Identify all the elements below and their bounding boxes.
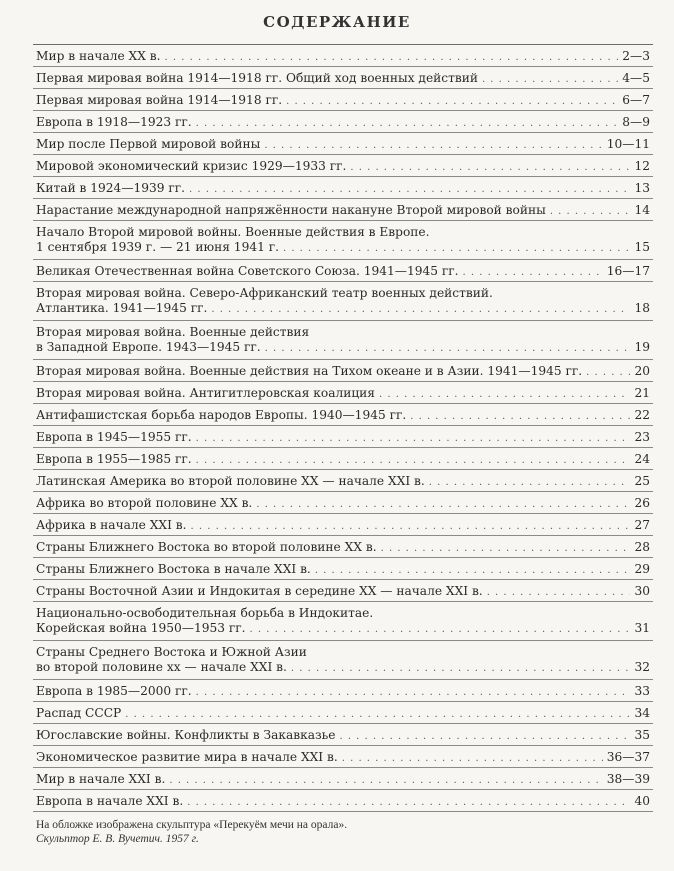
dot-leader [196,115,619,131]
toc-entry [33,602,653,641]
toc-entry-title: Вторая мировая война. Военные действия на Тихом океане и в Азии. 1941—1945 гг. [36,364,583,378]
toc-entry-title: Страны Ближнего Востока в начале XXI в. [36,562,311,576]
toc-entry-title-line: Вторая мировая война. Северо-Африканский театр военных действий. [36,286,493,300]
toc-entry [33,746,653,768]
dot-leader [586,364,630,380]
toc-entry-page: 16—17 [606,264,650,278]
toc-entry [33,514,653,536]
toc-entry-title: Китай в 1924—1939 гг. [36,181,186,195]
dot-leader [169,772,602,788]
dot-leader [410,408,630,424]
toc-entry-title: Корейская война 1950—1953 гг. [36,621,246,635]
toc-entry [33,492,653,514]
toc-entry-title: Страны Ближнего Востока во второй половине XX в. [36,540,377,554]
toc-entry-page: 23 [634,430,650,444]
dot-leader [196,430,631,446]
toc-entry-title: Мир в начале XX в. [36,49,161,63]
dot-leader [315,562,631,578]
dot-leader [256,496,630,512]
dot-leader [189,181,630,197]
toc-entry [33,470,653,492]
toc-entry [33,680,653,702]
toc-entry-title: Антифашистская борьба народов Европы. 1940—1945 гг. [36,408,407,422]
toc-entry-title: Вторая мировая война. Антигитлеровская коалиция [36,386,375,400]
toc-entry [33,790,653,812]
toc-entry-page: 22 [634,408,650,422]
dot-leader [196,684,631,700]
toc-entry-title: Атлантика. 1941—1945 гг. [36,301,208,315]
toc-entry-title: Латинская Америка во второй половине XX — начале XXI в. [36,474,425,488]
toc-entry [33,382,653,404]
toc-entry-page: 40 [634,794,650,808]
toc-entry-title: Великая Отечественная война Советского Союза. 1941—1945 гг. [36,264,459,278]
toc-entry-title-line: Вторая мировая война. Военные действия [36,325,310,339]
toc-entry-page: 18 [634,301,650,315]
toc-entry [33,177,653,199]
toc-entry [33,45,653,67]
toc-entry [33,199,653,221]
toc-entry [33,404,653,426]
toc-entry-title: Распад СССР [36,706,122,720]
toc-entry-title-line: Начало Второй мировой войны. Военные действия в Европе. [36,225,430,239]
toc-entry [33,702,653,724]
dot-leader [286,93,618,109]
cover-description: На обложке изображена скульптура «Перекуём мечи на орала». [36,819,348,831]
toc-entry-title: во второй половине xx — начале XXI в. [36,660,287,674]
dot-leader [187,794,630,810]
toc-entry-page: 24 [634,452,650,466]
dot-leader [339,728,630,744]
dot-leader [165,49,619,65]
toc-entry-page: 25 [634,474,650,488]
toc-entry-title: Югославские войны. Конфликты в Закавказье [36,728,336,742]
toc-entry-title: 1 сентября 1939 г. — 21 июня 1941 г. [36,240,279,254]
toc-entry-page: 28 [634,540,650,554]
toc-entry-page: 21 [634,386,650,400]
toc-entry-title: Мир после Первой мировой войны [36,137,261,151]
toc-entry [33,536,653,558]
dot-leader [350,159,630,175]
toc-entry-page: 14 [634,203,650,217]
toc-entry-page: 35 [634,728,650,742]
toc-entry-page: 13 [634,181,650,195]
toc-entry-title-line: Страны Среднего Востока и Южной Азии [36,645,307,659]
toc-entry-title: Мир в начале XXI в. [36,772,166,786]
dot-leader [211,301,630,317]
toc-entry-page: 38—39 [606,772,650,786]
toc-entry-page: 15 [634,240,650,254]
dot-leader [291,660,631,676]
toc-entry-page: 26 [634,496,650,510]
toc-entry-page: 36—37 [606,750,650,764]
toc-entry-page: 30 [634,584,650,598]
dot-leader [191,518,631,534]
toc-entry-title: Европа в 1945—1955 гг. [36,430,192,444]
toc-list [33,44,653,812]
dot-leader [283,240,631,256]
toc-entry [33,67,653,89]
toc-entry-title: Мировой экономический кризис 1929—1933 гг. [36,159,347,173]
toc-entry-page: 27 [634,518,650,532]
toc-entry [33,724,653,746]
dot-leader [265,340,631,356]
toc-entry [33,155,653,177]
toc-entry-title: Европа в начале XXI в. [36,794,184,808]
toc-entry-page: 34 [634,706,650,720]
toc-entry-page: 6—7 [622,93,650,107]
dot-leader [342,750,603,766]
toc-entry [33,360,653,382]
toc-entry [33,111,653,133]
toc-entry-title: Европа в 1918—1923 гг. [36,115,192,129]
dot-leader [487,584,631,600]
toc-entry-title-line: Национально-освободительная борьба в Индокитае. [36,606,374,620]
toc-entry-page: 2—3 [622,49,650,63]
toc-entry-title: Европа в 1955—1985 гг. [36,452,192,466]
toc-entry-title: в Западной Европе. 1943—1945 гг. [36,340,261,354]
toc-entry-title: Первая мировая война 1914—1918 гг. [36,93,283,107]
cover-note [36,818,347,846]
dot-leader [264,137,602,153]
dot-leader [379,386,630,402]
sculptor-credit: Скульптор Е. В. Вучетич. 1957 г. [36,833,199,845]
toc-entry [33,133,653,155]
dot-leader [482,71,618,87]
toc-entry-page: 33 [634,684,650,698]
toc-entry [33,282,653,321]
toc-entry-title: Нарастание международной напряжённости накануне Второй мировой войны [36,203,546,217]
dot-leader [125,706,630,722]
toc-entry-title: Африка во второй половине XX в. [36,496,253,510]
toc-entry [33,558,653,580]
toc-entry [33,768,653,790]
dot-leader [550,203,631,219]
toc-entry [33,221,653,260]
dot-leader [381,540,631,556]
toc-entry-title: Экономическое развитие мира в начале XXI в. [36,750,338,764]
toc-entry-title: Европа в 1985—2000 гг. [36,684,192,698]
toc-entry-title: Страны Восточной Азии и Индокитая в середине XX — начале XXI в. [36,584,483,598]
toc-entry [33,448,653,470]
dot-leader [463,264,603,280]
toc-entry-page: 20 [634,364,650,378]
toc-entry-page: 19 [634,340,650,354]
dot-leader [429,474,631,490]
toc-entry-page: 12 [634,159,650,173]
toc-entry [33,321,653,360]
toc-entry-page: 4—5 [622,71,650,85]
toc-entry-page: 32 [634,660,650,674]
toc-entry-page: 10—11 [606,137,650,151]
toc-entry [33,580,653,602]
toc-entry [33,641,653,680]
dot-leader [196,452,631,468]
toc-entry-title: Африка в начале XXI в. [36,518,187,532]
dot-leader [250,621,631,637]
toc-entry-page: 29 [634,562,650,576]
toc-entry [33,89,653,111]
toc-entry-page: 31 [634,621,650,635]
toc-entry [33,426,653,448]
page-title: СОДЕРЖАНИЕ [263,13,411,31]
toc-entry [33,260,653,282]
toc-entry-page: 8—9 [622,115,650,129]
toc-entry-title: Первая мировая война 1914—1918 гг. Общий ход военных действий [36,71,478,85]
